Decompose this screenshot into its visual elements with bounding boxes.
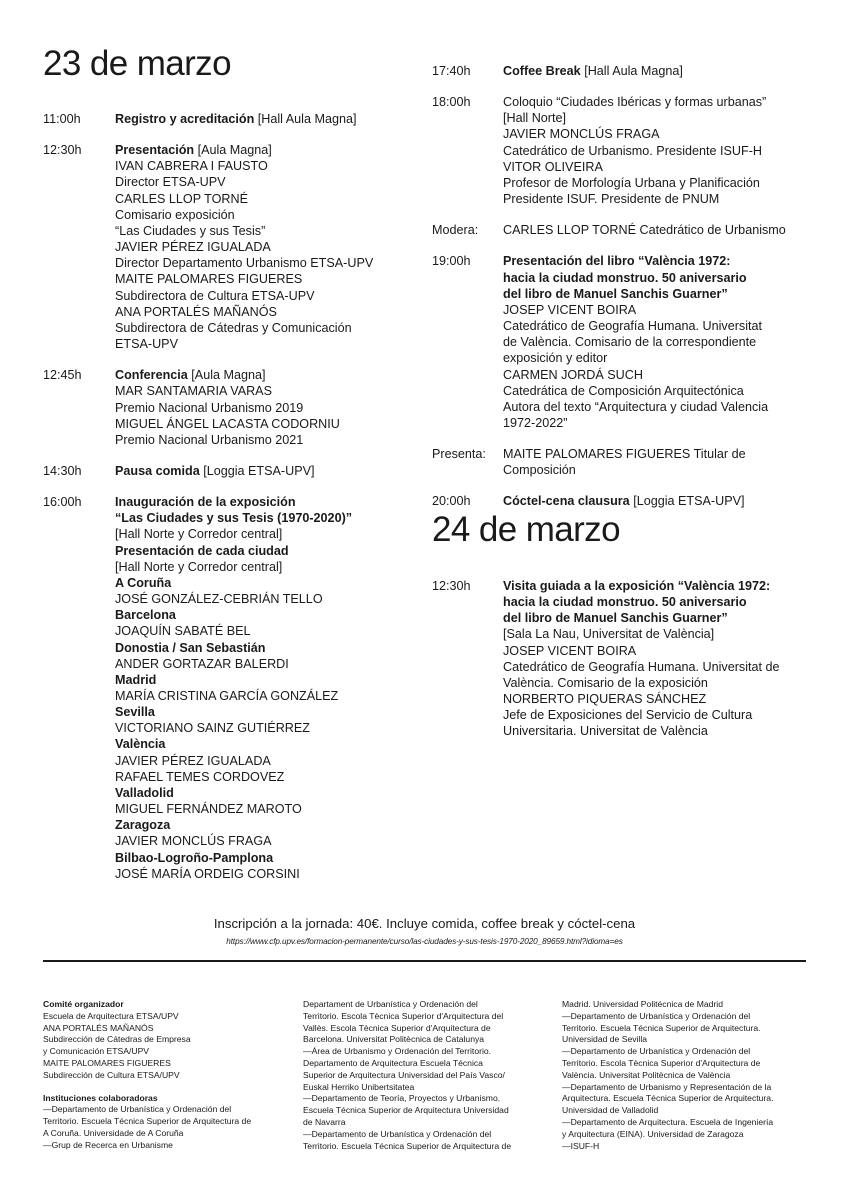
footer-text: —Departamento de Urbanística y Ordenación del (562, 1010, 751, 1021)
entry-time: 11:00h (43, 112, 81, 126)
session-heading: del libro de Manuel Sanchis Guarner” (503, 611, 728, 626)
entry-content (503, 578, 832, 740)
schedule-entry (432, 253, 832, 431)
session-text: MAR SANTAMARIA VARAS (115, 384, 272, 399)
entry-time: 12:45h (43, 368, 82, 383)
footer-text: Escuela de Arquitectura ETSA/UPV (43, 1010, 179, 1021)
session-text: Jefe de Exposiciones del Servicio de Cultura (503, 708, 753, 723)
day-title-23: 23 de marzo (43, 44, 231, 83)
session-text: València. Comisario de la exposición (503, 675, 708, 690)
session-text: Universitaria. Universitat de València (503, 724, 708, 739)
session-venue: [Loggia ETSA-UPV] (199, 463, 315, 478)
session-text: Premio Nacional Urbanismo 2021 (115, 432, 304, 447)
footer-col-2 (303, 999, 511, 1152)
session-text: Premio Nacional Urbanismo 2019 (115, 400, 304, 415)
schedule-entry (43, 111, 423, 127)
footer-text: Universidad de Valladolid (562, 1105, 659, 1116)
session-text: Catedrático de Urbanismo. Presidente ISUF-H (503, 143, 762, 158)
entry-time: 12:30h (432, 579, 471, 593)
session-text: JOSÉ GONZÁLEZ-CEBRIÁN TELLO (115, 592, 323, 607)
session-text: ETSA-UPV (115, 337, 178, 352)
footer-text: y Comunicación ETSA/UPV (43, 1046, 150, 1057)
footer-text: —Departamento de Urbanística y Ordenación del (303, 1128, 492, 1139)
entry-time: Modera: (432, 223, 479, 238)
spacer (43, 1082, 251, 1093)
schedule-entry (43, 463, 423, 479)
session-heading: Barcelona (115, 608, 176, 623)
footer-text: A Coruña. Universidade de A Coruña (43, 1127, 184, 1138)
session-text: [Hall Norte y Corredor central] (115, 527, 283, 542)
footer-text: y Arquitectura (EINA). Universidad de Zaragoza (562, 1128, 744, 1139)
session-heading: Donostia / San Sebastián (115, 640, 266, 655)
session-line (503, 493, 832, 509)
day-title-24: 24 de marzo (432, 510, 620, 549)
footer-col-3 (562, 999, 773, 1152)
footer-text: Territorio. Escola Tècnica Superior d'Arquitectura de (562, 1057, 761, 1068)
session-text: MAITE PALOMARES FIGUERES (115, 272, 303, 287)
entry-content (115, 463, 423, 479)
registration-fee: Inscripción a la jornada: 40€. Incluye comida, coffee break y cóctel-cena (213, 916, 636, 931)
session-venue: [Aula Magna] (187, 368, 266, 383)
session-title: Presentación (115, 143, 195, 158)
footer-text: Subdirección de Cultura ETSA/UPV (43, 1069, 180, 1080)
session-text: JOSEP VICENT BOIRA (503, 643, 637, 658)
session-heading: Sevilla (115, 705, 155, 720)
entry-content (115, 494, 423, 882)
session-text: JAVIER MONCLÚS FRAGA (115, 834, 272, 849)
schedule-entry (432, 63, 832, 79)
schedule-day2 (432, 578, 832, 755)
session-title: Cóctel-cena clausura (503, 494, 630, 509)
footer-text: Universidad de Sevilla (562, 1034, 648, 1045)
session-line (115, 111, 423, 127)
entry-time: 16:00h (43, 495, 82, 510)
session-heading: Visita guiada a la exposición “València 1972: (503, 579, 771, 593)
session-text: NORBERTO PIQUERAS SÁNCHEZ (503, 692, 707, 707)
schedule-day1-right (432, 63, 832, 525)
session-text: Subdirectora de Cátedras y Comunicación (115, 320, 352, 335)
session-text: JOSEP VICENT BOIRA (503, 302, 637, 317)
footer-text: Territorio. Escuela Técnica Superior de Arquitectura de (303, 1140, 512, 1151)
entry-content (503, 493, 832, 509)
footer-text: de Navarra (303, 1116, 346, 1127)
entry-content (503, 94, 832, 207)
session-text: VICTORIANO SAINZ GUTIÉRREZ (115, 721, 310, 736)
entry-time: 12:30h (43, 143, 82, 158)
session-text: JOAQUÍN SABATÉ BEL (115, 624, 251, 639)
session-text: ANA PORTALÉS MAÑANÓS (115, 304, 277, 319)
session-text: de València. Comisario de la correspondiente (503, 335, 757, 350)
footer-heading: Instituciones colaboradoras (43, 1092, 158, 1103)
session-line (115, 367, 423, 383)
footer-text: Superior de Arquitectura Universidad del País Vasco/ (303, 1069, 505, 1080)
footer-text: Departamento de Arquitectura Escuela Técnica (303, 1057, 483, 1068)
footer-heading: Comité organizador (43, 999, 124, 1009)
session-text: Director Departamento Urbanismo ETSA-UPV (115, 256, 374, 271)
session-text: JOSÉ MARÍA ORDEIG CORSINI (115, 866, 300, 881)
session-text: RAFAEL TEMES CORDOVEZ (115, 769, 285, 784)
schedule-entry (432, 578, 832, 740)
session-text: CARLES LLOP TORNÉ (115, 191, 248, 206)
entry-content (503, 222, 832, 238)
session-text: [Hall Norte] (503, 111, 566, 126)
session-heading: A Coruña (115, 575, 172, 590)
session-text: CARLES LLOP TORNÉ Catedrático de Urbanismo (503, 223, 786, 238)
footer-col-1 (43, 999, 251, 1152)
session-heading: Bilbao-Logroño-Pamplona (115, 850, 274, 865)
session-heading: Zaragoza (115, 818, 171, 833)
schedule-entry (432, 222, 832, 238)
footer-divider (43, 960, 806, 962)
session-text: Catedrática de Composición Arquitectónica (503, 383, 744, 398)
session-heading: València (115, 737, 166, 752)
session-heading: “Las Ciudades y sus Tesis (1970-2020)” (115, 511, 353, 526)
footer-text: Territorio. Escuela Técnica Superior de Arquitectura de (43, 1116, 252, 1127)
footer-text: València. Universitat Politècnica de València (562, 1069, 731, 1080)
session-text: [Hall Norte y Corredor central] (115, 559, 283, 574)
session-heading: Valladolid (115, 785, 174, 800)
session-text: MARÍA CRISTINA GARCÍA GONZÁLEZ (115, 689, 339, 703)
session-text: Comisario exposición (115, 207, 235, 222)
session-text: MIGUEL FERNÁNDEZ MAROTO (115, 802, 302, 817)
entry-content (115, 142, 423, 352)
session-text: JAVIER PÉREZ IGUALADA (115, 240, 271, 255)
session-text: [Sala La Nau, Universitat de València] (503, 627, 715, 642)
entry-time: 20:00h (432, 494, 471, 509)
schedule-entry (432, 446, 832, 478)
session-text: ANDER GORTAZAR BALERDI (115, 656, 289, 671)
footer-text: —Departamento de Teoría, Proyectos y Urbanismo. (303, 1093, 501, 1104)
footer-text: —Departamento de Urbanística y Ordenación del (43, 1104, 232, 1115)
session-text: Coloquio “Ciudades Ibéricas y formas urbanas” (503, 95, 767, 110)
session-heading: hacia la ciudad monstruo. 50 aniversario (503, 270, 747, 285)
footer-text: —Área de Urbanismo y Ordenación del Territorio. (303, 1046, 492, 1057)
footer-text: Subdirección de Cátedras de Empresa (43, 1034, 191, 1045)
session-text: MAITE PALOMARES FIGUERES Titular de (503, 447, 746, 462)
session-text: Catedrático de Geografía Humana. Universitat de (503, 659, 780, 674)
session-heading: Presentación de cada ciudad (115, 543, 289, 558)
footer-text: ANA PORTALÉS MAÑANÓS (43, 1022, 154, 1033)
entry-content (115, 111, 423, 127)
footer-text: —Grup de Recerca en Urbanisme (43, 1139, 173, 1150)
schedule-entry (43, 142, 423, 352)
footer-text: Departament de Urbanística y Ordenación del (303, 999, 478, 1009)
session-text: Autora del texto “Arquitectura y ciudad Valencia (503, 399, 769, 414)
footer-text: Territorio. Escola Tècnica Superior d'Arquitectura del (303, 1010, 504, 1021)
session-venue: [Hall Aula Magna] (254, 112, 357, 126)
session-text: Subdirectora de Cultura ETSA-UPV (115, 288, 315, 303)
footer-text: Escuela Técnica Superior de Arquitectura Universidad (303, 1105, 509, 1116)
schedule-entry (432, 493, 832, 509)
session-title: Coffee Break (503, 64, 581, 78)
session-text: Presidente ISUF. Presidente de PNUM (503, 192, 720, 207)
footer-text: Madrid. Universidad Politécnica de Madrid (562, 999, 723, 1009)
footer-text: —Departamento de Urbanística y Ordenación del (562, 1046, 751, 1057)
session-text: JAVIER PÉREZ IGUALADA (115, 753, 271, 768)
session-venue: [Aula Magna] (194, 143, 272, 158)
session-text: JAVIER MONCLÚS FRAGA (503, 127, 660, 142)
session-heading: Madrid (115, 672, 157, 687)
session-heading: hacia la ciudad monstruo. 50 aniversario (503, 595, 747, 610)
session-heading: Inauguración de la exposición (115, 495, 296, 510)
session-venue: [Loggia ETSA-UPV] (629, 494, 745, 509)
footer-text: MAITE PALOMARES FIGUERES (43, 1057, 171, 1068)
entry-time: Presenta: (432, 447, 486, 462)
session-heading: Presentación del libro “València 1972: (503, 254, 731, 269)
footer-text: —Departamento de Urbanismo y Representación de la (562, 1081, 772, 1092)
footer-text: Euskal Herriko Unibertsitatea (303, 1081, 415, 1092)
session-text: IVAN CABRERA I FAUSTO (115, 159, 268, 174)
session-venue: [Hall Aula Magna] (580, 64, 683, 78)
footer-text: —ISUF-H (562, 1140, 600, 1151)
session-title: Registro y acreditación (115, 112, 255, 126)
session-text: VITOR OLIVEIRA (503, 159, 603, 174)
entry-content (503, 446, 832, 478)
session-text: Profesor de Morfología Urbana y Planificación (503, 175, 760, 190)
session-line (115, 463, 423, 479)
session-text: Director ETSA-UPV (115, 175, 226, 190)
schedule-entry (43, 494, 423, 882)
entry-time: 19:00h (432, 254, 471, 269)
session-text: 1972-2022” (503, 415, 568, 430)
session-text: CARMEN JORDÁ SUCH (503, 367, 643, 382)
entry-time: 18:00h (432, 95, 471, 110)
session-text: exposición y editor (503, 351, 608, 366)
session-text: MIGUEL ÁNGEL LACASTA CODORNIU (115, 416, 340, 431)
entry-content (503, 63, 832, 79)
session-line (503, 63, 832, 79)
session-title: Conferencia (115, 368, 188, 383)
registration-link[interactable]: https://www.cfp.upv.es/formacion-permanente/curso/las-ciudades-y-sus-tesis-1970-2020_89659.html?idioma=es (226, 937, 623, 946)
schedule-day1-left (43, 111, 423, 897)
footer-text: Vallès. Escola Tècnica Superior d'Arquitectura de (303, 1022, 491, 1033)
footer-text: Barcelona. Universitat Politècnica de Catalunya (303, 1034, 485, 1045)
session-heading: del libro de Manuel Sanchis Guarner” (503, 286, 728, 301)
schedule-entry (432, 94, 832, 207)
session-line (115, 142, 423, 158)
entry-content (503, 253, 832, 431)
session-title: Pausa comida (115, 463, 200, 478)
entry-time: 17:40h (432, 64, 471, 78)
schedule-entry (43, 367, 423, 448)
session-text: Composición (503, 463, 576, 478)
session-text: Catedrático de Geografía Humana. Universitat (503, 319, 763, 334)
footer-text: Arquitectura. Escuela Técnica Superior de Arquitectura. (562, 1093, 774, 1104)
entry-content (115, 367, 423, 448)
footer-text: Territorio. Escuela Técnica Superior de Arquitectura. (562, 1022, 761, 1033)
footer-text: —Departamento de Arquitectura. Escuela de Ingeniería (562, 1116, 774, 1127)
session-text: “Las Ciudades y sus Tesis” (115, 223, 266, 238)
entry-time: 14:30h (43, 463, 82, 478)
